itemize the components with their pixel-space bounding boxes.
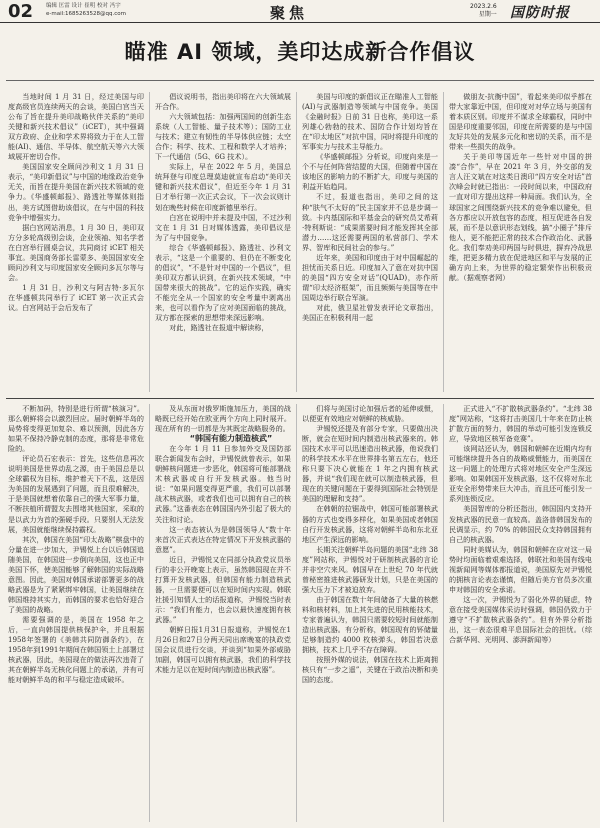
article-paragraph: 不断加码，特别是进行所谓“核演习”。那么朝鲜将会以激烈回应。届时朝鲜半岛的局势将变得更加复杂、难以预测，因此各方如果不保持冷静克制的态度，那将是非常危险的。 (8, 404, 144, 454)
editor-info (46, 2, 126, 18)
article-paragraph: 这一次，尹锡悦为了弱化外界的疑虑，特意在接受美国媒体采访时强调，韩国仍致力于遵守“不扩散核武器条约”。但有外界分析指出，这一表态很难平息国际社会的担忧。（综合新华网、光明网、澎湃新闻等） (449, 594, 592, 645)
article-paragraph: 做朋友-抗衡中国”，看起来美印似乎都在带大家靠近中国，但印度对对华立场与美国有着本质区别。印度并不谋求全球霸权，同时中国是印度重要邻国，印度在所需要的是与中国友好共处的发展多元化和密切的关系，而不是带来一些损失的战争。 (449, 92, 592, 152)
date-block (470, 3, 497, 19)
article-paragraph: 近年来，美国和印度由于对中国崛起的担忧而关系日近。印度加入了意在对抗中国的美国“四方安全对话”(QUAD)，亦作所谓“印太经济框架”，而且频频与美国等在中国周边举行联合军演。 (302, 252, 438, 302)
section-divider (6, 398, 594, 399)
article-paragraph: 1 月 31 日，沙利文与阿吉特·多瓦尔在华盛顿共同举行了 iCET 第一次正式会议。白宫网站于会后发布了 (8, 282, 144, 312)
page-number: 02 (8, 1, 34, 22)
bottom-column-1 (8, 404, 144, 822)
issue-date: 2023.2.6 (470, 3, 497, 10)
article-paragraph: 按照外媒的说法，韩国在技术上距离拥核只有“一步之遥”，关键在于政治决断和美国的态度。 (302, 655, 438, 685)
article-paragraph: 在今年 1 月 11 日参加外交及国防部联合新闻发布会时，尹锡悦就曾表示，如果朝鲜核问题进一步恶化，韩国将可能部署战术核武器或自行开发核武器。他当时说：“如果问题变得更严重，我们可以部署战术核武器，或者我们也可以拥有自己的核武器。”这番表态在韩国国内外引起了极大的关注和讨论。 (155, 444, 291, 524)
top-column-1 (8, 92, 144, 392)
bottom-column-2 (155, 404, 291, 822)
column-divider (443, 92, 444, 392)
article-paragraph: 尹锡悦还提及有部分专家，只要做出决断，就会在短时间内制造出核武器来的。韩国技术水平可以迅速造出核武器，他说我们的科学技术水平在世界排名第五左右，他还称只要下决心就能在 1 年之内拥有核武器，并说“我们现在就可以制造核武器，但现在的关键问题在于要得到国际社会特别是美国的理解和支持”。 (302, 424, 438, 504)
article-paragraph: 该网站还认为，韩国和朝鲜在近期内均有可能继续提升各自的战略威慑能力，而美国在这一问题上的处理方式将对地区安全产生深远影响。如果韩国开发核武器，这不仅将对东北亚安全形势带来巨大冲击，而且还可能引发一系列连锁反应。 (449, 444, 592, 504)
issue-weekday: 星期一 (478, 11, 497, 18)
article-paragraph: 这一表态被认为是韩国领导人“数十年来首次正式表达在特定情况下开发核武器的意愿”。 (155, 524, 291, 554)
article-paragraph: 其次，韩国在美国“印太战略”棋盘中的分量在进一步加大，尹锡悦上台以后韩国追随美国，在韩国进一步倒向美国，这也正中美国下怀，使美国能够了解韩国的实际战略意图。因此，美国对韩国承诺部署更多的战略武器是为了紧紧绑牢韩国，让美国继续在韩国维持其实力，而韩国的要求也恰好迎合了美国的战略。 (8, 534, 144, 614)
article-paragraph: 正式进入“不扩散核武器条约”。“北纬 38 度”网站称，“这将打击美国几十年来在防止核扩散方面的努力，韩国的举动可能引发连锁反应，导致地区核军备竞赛”。 (449, 404, 592, 444)
bottom-column-4 (449, 404, 592, 822)
article-paragraph: 六大领域包括：加强两国间的创新生态系统（人工智能、量子技术等）；国防工业与技术；建立有韧性的半导体供应链；太空合作；科学、技术、工程和数学人才培养；下一代通信（5G、6G 技术）。 (155, 112, 291, 162)
top-column-2 (155, 92, 291, 392)
article-paragraph: 白宫在说明中并未提及中国，不过沙利文在 1 月 31 日对媒体透露，美印倡议是为了与中国竞争。 (155, 212, 291, 242)
article-paragraph: 实际上，早在 2022 年 5 月，美国总统拜登与印度总理莫迪就宣布启动“美印关键和新兴技术倡议”，但近至今年 1 月 31 日才举行第一次正式会议，下一次会议则计划在晚些时候在印度新德里举行。 (155, 162, 291, 212)
article-paragraph: 对此，路透社在报道中解读称， (169, 323, 269, 333)
editor-credits: 编辑 匡雷 设计 崔明 校对 冯宇 (46, 3, 121, 9)
article-paragraph: 们将与美国讨论加强后者的延伸威慑，以便更有效地应对朝鲜的核威胁。 (302, 404, 438, 424)
article-paragraph: 倡议说明书，指出美印将在六大领域展开合作。 (155, 92, 291, 112)
column-divider (149, 404, 150, 822)
bottom-column-3 (302, 404, 438, 822)
article-paragraph: 美国智库的分析还指出，韩国国内支持开发核武器的民意一直较高。盖洛普韩国发布的民调显示，约 70% 的韩国民众支持韩国拥有自己的核武器。 (449, 504, 592, 544)
top-column-3 (302, 92, 438, 392)
article-paragraph: 美国与印度的新倡议正在瞄准人工智能(AI)与武器制造等领域与中国竞争。美国《金融时报》日前 31 日也称，美印这一系列雄心勃勃的技术、国防合作计划均旨在在“印太地区”对抗中国，同时将提升印度的军事实力与技术主导能力。 (302, 92, 438, 152)
article-paragraph: 近日，尹锡悦又在同部分执政党议员举行的非公开晚宴上表示，虽然韩国现在并不打算开发核武器，但韩国有能力制造核武器，一旦需要便可以在短时间内实现。韩联社援引知情人士的话报道称，尹锡悦当时表示：“我们有能力，也会以最快速度拥有核武器。” (155, 554, 291, 624)
article-paragraph: 长期关注朝鲜半岛问题的美国“北纬 38 度”网站称，尹锡悦对于研制核武器的言论并非空穴来风。韩国早在上世纪 70 年代就曾秘密推进核武器研发计划，只是在美国的强大压力下才被迫放弃。 (302, 544, 438, 594)
article-paragraph: 需要强调的是，美国在 1958 年之后，一直向韩国提供核保护伞，并且根据1958年签署的《美韩共同防御条约》，在1958年到1991年期间在韩国领土上部署过核武器，因此，美国现在的做法再次违背了其在朝鲜半岛无核化问题上的承诺，并有可能对朝鲜半岛的和平与稳定造成破坏。 (8, 614, 144, 685)
article-paragraph: 不过，报道也指出，美印之间的这种“肤气不太好的”民主国家并不总是步调一致。卡内基国际和平基金会的研究员艾希莉·特利斯说：“成果需要时间才能发挥其全部潜力……这还需要两国的私营部门、学术界、智库和民间社会的参与。” (302, 192, 438, 252)
article-paragraph: 综合《华盛顿邮报》、路透社、沙利文表示，“这是一个重要的、但仍在不断变化的倡议”，“不是针对中国的一个倡议”，但美印双方都认识到，在新兴技术领域，“中国带来很大的挑战”。它的运作实践，确实不能完全从一个国家的安全考量中剥离出来，也可以看作为了应对美国面临的挑战，双方都在探索的思想带来深远影响。 (155, 242, 291, 323)
article-paragraph: 朝鲜日报1月31日报道称，尹锡悦在1月26日和27日分两天同出席晚宴的执政党国会议员进行交谈，并谈到“如果外部威胁加剧，韩国可以拥有核武器，我们的科学技术能力足以在短时间内制造出核武器”。 (155, 625, 291, 675)
headline-rule (6, 80, 594, 81)
article-paragraph: 评论员石宏表示：首先，这些信息再次说明美国是世界动乱之源，由于美国总是以全球霸权为目标，维护着天下不乱，这是因为美国的发展遇到了问题，而且很难解决，于是美国就想着依靠自己的强大军事力量，不断扶植所谓盟友去围堵其他国家，采取的是以武力为首的强硬手段。只要别人无法发展，美国就能继续保持霸权。 (8, 454, 144, 534)
article-paragraph: 由于韩国在数十年间储备了大量的核燃料和核材料，加上其先进的民用核能技术，专家普遍认为，韩国只需要较短时间就能制造出核武器。有分析称，韩国现有的钚储量足够制造约 4000 枚核弹头，韩国若决意拥核，技术上几乎不存在障碍。 (302, 594, 438, 655)
column-divider (443, 404, 444, 822)
article-paragraph: 及从东面对俄罗斯施加压力，美国的战略既已经开始在欧亚两个方向上同时展开。现在所有的一切都是为其既定战略服务的。 (155, 404, 291, 434)
paper-logo: 国防时报 (510, 5, 570, 21)
article-paragraph: 当地时间 1 月 31 日，经过美国与印度高级官员连续两天的会谈，美国白宫当天公布了旨在提升美印战略伙伴关系的“美印关键和新兴技术倡议”（iCET），其中强调双方政府、企业和学术界将致力于在人工智能(AI)、通信、半导体、航空航天等六大领域展开密切合作。 (8, 92, 144, 162)
article-paragraph: 据白宫网站消息，1 月 30 日，美印双方分多轮高级别会谈，企业领袖、知名学者在白宫举行圆桌会议，共同商讨 iCET 相关事宜。美国商务部长雷蒙多、美国国家安全顾问沙利文与印度国家安全顾问多瓦尔等与会。 (8, 222, 144, 282)
column-divider (296, 404, 297, 822)
article-paragraph: 在韩朝的拉锯战中，韩国可能部署核武器的方式也变得多样化，如果美国或者韩国自行开发核武器，这将对朝鲜半岛和东北亚地区产生深远的影响。 (302, 504, 438, 544)
article-subhead: “韩国有能力制造核武” (189, 434, 273, 444)
article-paragraph: 关于美印等国近年一些针对中国的拼凑“合作”，早在 2021 年 3 月，外交部的发言人汪文斌在对这类日澳印“四方安全对话”首次峰会时就已指出：一段时间以来，中国政府一直对印方提出这样一种局面。我们认为，全球国家之间围绕新兴技术的竞争难以避免，但各方都应以开放包容的态度，相互促进各自发展，而不是以意识形态划线，搞“小圈子”排斥他人，更不能把正常的技术合作政治化、武器化。我们奉劝美印两国与时俱进，摒弃冷战思维，把更多精力放在促进地区和平与发展的正确方向上来，为世界的稳定繁荣作出积极贡献。（据观察者网） (449, 152, 592, 282)
column-divider (149, 92, 150, 392)
page-header (0, 0, 600, 23)
article-paragraph: 同时美媒认为，韩国和朝鲜在应对这一局势时均面临着艰难选择，韩联社和美国有线电视新闻网等媒体都报道说，美国原先对尹锡悦的拥核言论表态谨慎，但随后美方官员多次重申对韩国的安全承诺。 (449, 544, 592, 594)
article-paragraph: 美国国家安全顾问沙利文 1 月 31 日表示，“美印新倡议”与中国的地缘政治竞争无关，而旨在提升美国在新兴技术领域的竞争力。《华盛顿邮报》、路透社等媒体则指出，美方试图借助该倡议，在与中国的科技竞争中增强实力。 (8, 162, 144, 222)
column-divider (296, 92, 297, 392)
top-column-4 (449, 92, 592, 392)
article-paragraph: 《华盛顿邮报》分析说，印度向来是一个不与任何阵营结盟的大国，但随着中国在该地区的影响力的不断扩大，印度与美国的利益开始趋同。 (302, 152, 438, 192)
article-paragraph: 对此，俄卫星社曾发表评论文章指出，美国正在积极利用一起 (302, 302, 438, 323)
editor-email: e-mail:1685263528@qq.com (46, 11, 126, 17)
section-name: 聚焦 (270, 4, 309, 22)
article-headline: 瞄准 AI 领域，美印达成新合作倡议 (124, 40, 476, 64)
